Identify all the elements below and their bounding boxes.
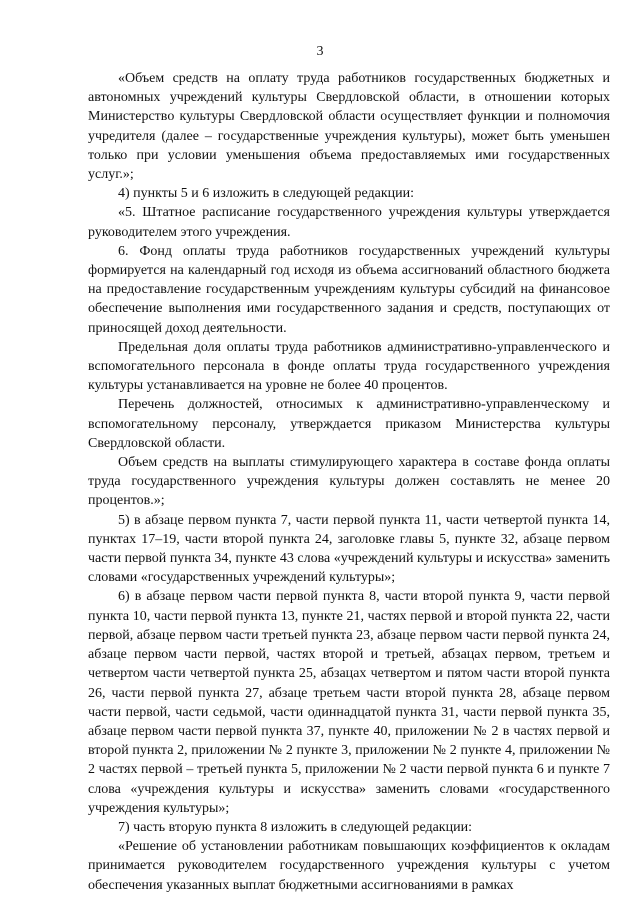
paragraph-positions-list: Перечень должностей, относимых к административно-управленческому и вспомогательному персоналу, утверждается приказом Министерства культуры Свердловской области.: [88, 397, 610, 451]
paragraph-incentive-payments: Объем средств на выплаты стимулирующего характера в составе фонда оплаты труда государственного учреждения культуры должен составлять не менее 20 процентов.»;: [88, 455, 610, 509]
paragraph-item-4: 4) пункты 5 и 6 изложить в следующей редакции:: [118, 186, 415, 202]
paragraph-item-6: 6) в абзаце первом части первой пункта 8, части второй пункта 9, части первой пункта 10, части первой пункта 13, пункте 21, частях первой и второй пункта 22, части первой, абзаце первом части третьей пункта 23, абзаце первом части первой пункта 24, абзаце первом части первой, частях второй и третьей, абзацах первом, третьем и четвертом части четвертой пункта 25, абзацах четвертом и пятом части второй пункта 26, части первой пункта 27, абзаце третьем части второй пункта 28, абзаце первом части первой, части седьмой, части одиннадцатой пункта 31, части первой пункта 35, абзаце первом части первой пункта 37, пункте 40, приложении № 2 в частях первой и второй пункта 2, приложении № 2 пункте 3, приложении № 2 пункте 4, приложении № 2 частях первой – третьей пункта 5, приложении № 2 части первой пункта 6 и пункте 7 слова «учреждения культуры и искусства» заменить словами «государственного учреждения культуры»;: [88, 589, 610, 816]
paragraph-point-6: 6. Фонд оплаты труда работников государственных учреждений культуры формируется на календарный год исходя из объема ассигнований областного бюджета на предоставление государственным учреждениям культуры субсидий на финансовое обеспечение выполнения ими государственного задания и средств, поступающих от приносящей доход деятельности.: [88, 243, 610, 336]
page-number: 3: [316, 44, 324, 59]
paragraph-funding-volume: «Объем средств на оплату труда работников государственных бюджетных и автономных учреждений культуры Свердловской области, в отношении которых Министерство культуры Свердловской области осуществляет функции и полномочия учредителя (далее – государственные учреждения культуры), может быть уменьшен только при условии уменьшения объема предоставляемых ими государственных услуг.»;: [88, 71, 610, 183]
paragraph-point-5: «5. Штатное расписание государственного учреждения культуры утверждается руководителем этого учреждения.: [88, 205, 610, 240]
paragraph-admin-share: Предельная доля оплаты труда работников административно-управленческого и вспомогательного персонала в фонде оплаты труда государственного учреждения культуры устанавливается на уровне не более 40 процентов.: [88, 339, 610, 394]
paragraph-coefficients-decision: «Решение об установлении работникам повышающих коэффициентов к окладам принимается руководителем государственного учреждения культуры с учетом обеспечения указанных выплат бюджетными ассигнованиями в рамках: [88, 839, 610, 893]
paragraph-item-5: 5) в абзаце первом пункта 7, части первой пункта 11, части четвертой пункта 14, пунктах 17–19, части второй пункта 24, заголовке главы 5, пункте 32, абзаце первом части первой пункта 34, пункте 43 слова «учреждений культуры и искусства» заменить словами «государственных учреждений культуры»;: [88, 512, 610, 586]
document-body: [88, 69, 610, 895]
paragraph-item-7: 7) часть вторую пункта 8 изложить в следующей редакции:: [118, 819, 472, 835]
